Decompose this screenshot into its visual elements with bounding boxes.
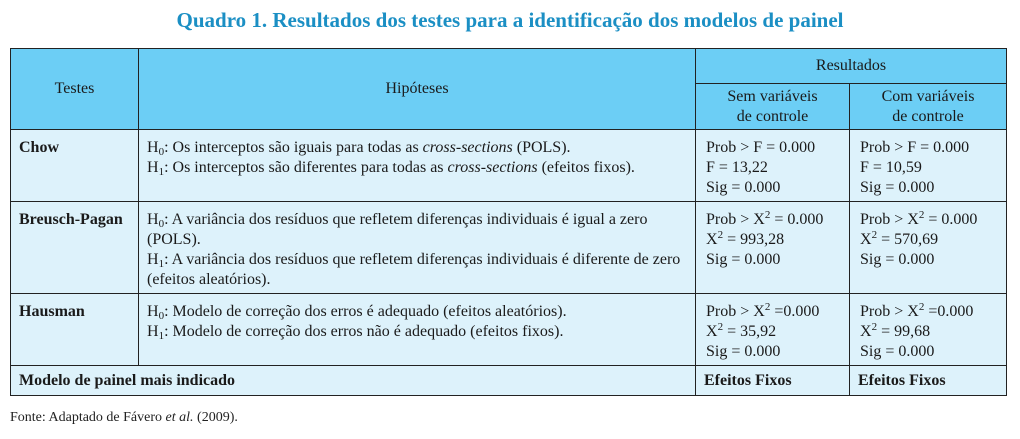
test-name-chow: Chow [11,130,139,202]
result-hausman-with: Prob > $X^2 =0.000$ $X^2 = 99,68$ Sig = 0.000 [850,294,1007,366]
final-with: Efeitos Fixos [850,366,1007,396]
header-hypotheses: Hipóteses [139,49,696,130]
result-breusch-pagan-with: Prob > $X^2 = 0.000$ $X^2 = 570,69$ Sig = 0.000 [850,202,1007,294]
header-tests: Testes [11,49,139,130]
header-results: Resultados [696,49,1007,84]
hypothesis-h0: $H_0$: Os interceptos são iguais para todas as cross-sections (POLS). [147,139,571,158]
result-hausman-without: Prob > $X^2 =0.000$ $X^2 = 35,92$ Sig = 0.000 [696,294,850,366]
results-table [10,48,1007,396]
header-with-line2: de controle [892,107,964,125]
hypothesis-h0: $H_0$: A variância dos resíduos que refletem diferenças individuais é igual a zero (POLS). [147,211,648,248]
test-name-hausman: Hausman [11,294,139,366]
header-row-top [11,49,1007,84]
header-without-line2: de controle [736,107,809,125]
test-name-breusch-pagan: Breusch-Pagan [11,202,139,294]
header-without-controls [696,84,850,130]
hypotheses-hausman [139,294,696,366]
table-caption: Quadro 1. Resultados dos testes para a identificação dos modelos de painel [176,8,844,32]
source-note: Fonte: Adaptado de Fávero et al. (2009). [10,410,238,425]
table-row-chow [11,130,1007,202]
hypothesis-h1: $H_1$: Os interceptos são diferentes para todas as cross-sections (efeitos fixos). [147,159,635,178]
table-row-breusch-pagan [11,202,1007,294]
table-row-hausman [11,294,1007,366]
header-with-line1: Com variáveis [881,87,975,105]
final-label: Modelo de painel mais indicado [11,366,696,396]
result-breusch-pagan-without: Prob > $X^2 = 0.000$ $X^2 = 993,28$ Sig = 0.000 [696,202,850,294]
final-without: Efeitos Fixos [696,366,850,396]
hypothesis-h1: $H_1$: Modelo de correção dos erros não é adequado (efeitos fixos). [147,323,564,342]
header-without-line1: Sem variáveis [727,87,818,105]
hypothesis-h1: $H_1$: A variância dos resíduos que refletem diferenças individuais é diferente de zero (efeitos aleatórios). [147,251,681,288]
table-row-final [11,366,1007,396]
header-with-controls [850,84,1007,130]
result-chow-with: Prob > F = 0.000 F = 10,59 Sig = 0.000 [850,130,1007,202]
hypotheses-chow [139,130,696,202]
hypotheses-breusch-pagan [139,202,696,294]
hypothesis-h0: $H_0$: Modelo de correção dos erros é adequado (efeitos aleatórios). [147,303,567,322]
result-chow-without: Prob > F = 0.000 F = 13,22 Sig = 0.000 [696,130,850,202]
